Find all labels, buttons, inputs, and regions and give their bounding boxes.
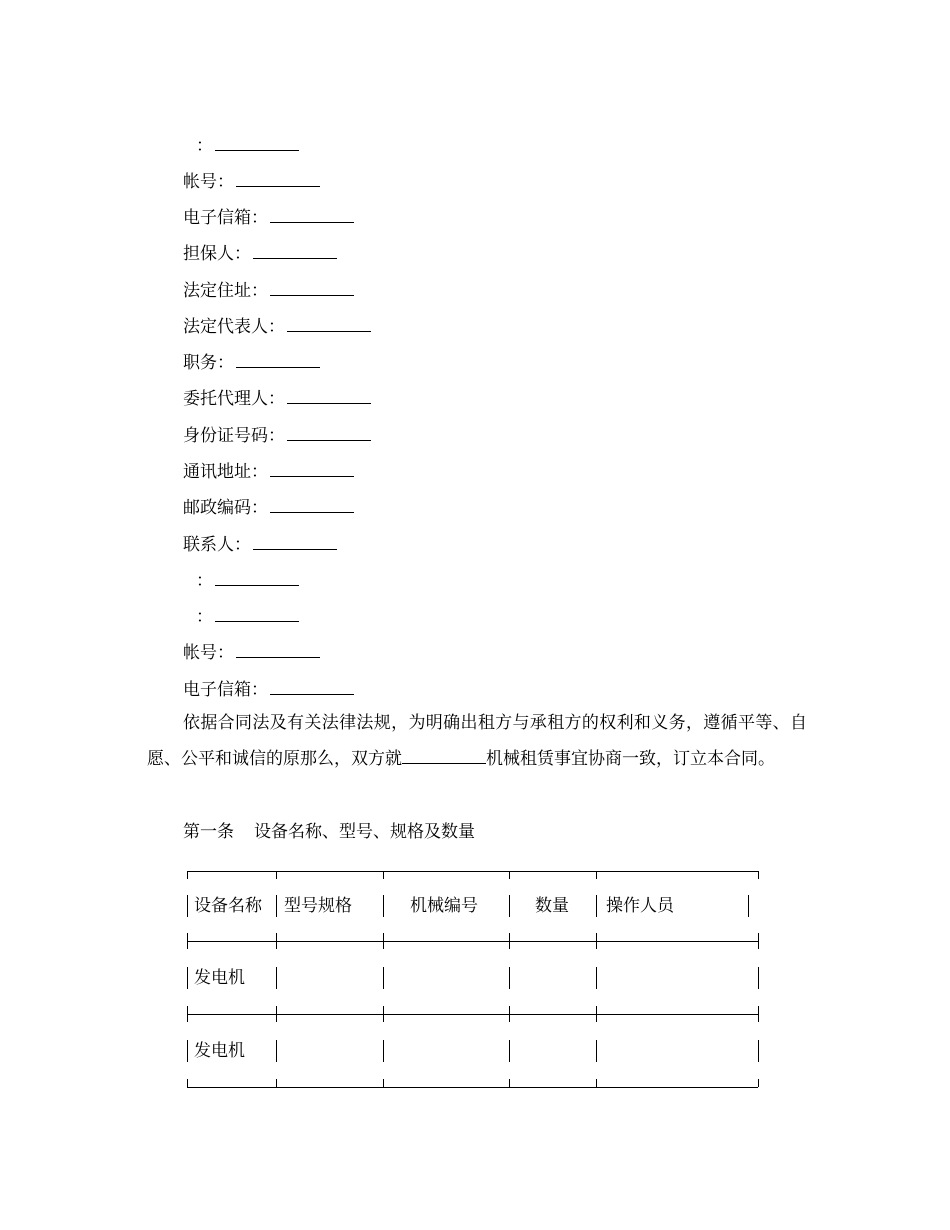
table-junction <box>276 933 277 949</box>
field-blank[interactable] <box>287 316 371 332</box>
intro-paragraph <box>147 705 807 777</box>
table-cell: 发电机 <box>194 968 245 988</box>
table-rule-row <box>187 1014 758 1015</box>
field-line <box>183 642 320 663</box>
table-divider <box>509 895 510 917</box>
table-corner <box>187 933 188 949</box>
table-junction <box>276 1006 277 1022</box>
table-corner <box>758 933 759 949</box>
table-divider <box>276 1040 277 1062</box>
field-line <box>183 497 354 518</box>
field-line <box>196 135 299 156</box>
field-label: ： <box>196 607 213 627</box>
field-blank[interactable] <box>287 425 371 441</box>
table-junction <box>509 1079 510 1087</box>
table-rule-top <box>187 871 758 872</box>
table-junction <box>596 871 597 879</box>
table-junction <box>596 1006 597 1022</box>
field-line <box>196 606 299 627</box>
field-label: 电子信箱： <box>183 208 268 228</box>
table-header-cell: 设备名称 <box>194 896 262 916</box>
field-line <box>183 461 354 482</box>
field-line <box>183 316 371 337</box>
field-label: 法定住址： <box>183 281 268 301</box>
table-rule-bottom <box>187 1087 758 1088</box>
field-line <box>196 570 299 591</box>
field-label: 法定代表人： <box>183 317 285 337</box>
table-divider <box>187 895 188 917</box>
field-blank[interactable] <box>253 243 337 259</box>
field-line <box>183 425 371 446</box>
field-blank[interactable] <box>270 280 354 296</box>
table-divider <box>383 895 384 917</box>
article-heading <box>183 822 475 842</box>
table-header-cell: 机械编号 <box>410 896 478 916</box>
field-label: 担保人： <box>183 244 251 264</box>
table-divider <box>758 967 759 989</box>
field-label: 职务： <box>183 353 234 373</box>
table-divider <box>276 895 277 917</box>
table-divider <box>748 895 749 917</box>
field-line <box>183 280 354 301</box>
equipment-table <box>187 871 758 1087</box>
field-label: 电子信箱： <box>183 680 268 700</box>
field-line <box>183 207 354 228</box>
field-blank[interactable] <box>215 570 299 586</box>
table-divider <box>596 895 597 917</box>
table-divider <box>187 967 188 989</box>
field-line <box>183 534 337 555</box>
field-line <box>183 243 337 264</box>
table-divider <box>509 967 510 989</box>
table-header-cell: 型号规格 <box>284 896 352 916</box>
field-line <box>183 171 320 192</box>
table-junction <box>383 1079 384 1087</box>
table-header-cell: 操作人员 <box>606 896 674 916</box>
field-blank[interactable] <box>215 606 299 622</box>
field-label: 委托代理人： <box>183 389 285 409</box>
table-junction <box>596 1079 597 1087</box>
field-blank[interactable] <box>236 642 320 658</box>
field-line <box>183 352 320 373</box>
field-blank[interactable] <box>270 207 354 223</box>
machine-name-blank[interactable] <box>402 748 486 764</box>
table-junction <box>276 871 277 879</box>
table-corner <box>758 1079 759 1087</box>
table-junction <box>509 871 510 879</box>
table-corner <box>758 1006 759 1022</box>
field-blank[interactable] <box>270 679 354 695</box>
table-divider <box>276 967 277 989</box>
table-divider <box>596 967 597 989</box>
table-corner <box>758 871 759 879</box>
field-label: 通讯地址： <box>183 462 268 482</box>
field-label: ： <box>196 571 213 591</box>
field-blank[interactable] <box>253 534 337 550</box>
article-title: 设备名称、型号、规格及数量 <box>254 822 475 842</box>
table-divider <box>187 1040 188 1062</box>
table-divider <box>383 967 384 989</box>
table-header-cell: 数量 <box>535 896 569 916</box>
table-divider <box>596 1040 597 1062</box>
field-label: 邮政编码： <box>183 498 268 518</box>
table-junction <box>383 933 384 949</box>
intro-text-part2: 机械租赁事宜协商一致，订立本合同。 <box>486 749 775 769</box>
table-junction <box>383 871 384 879</box>
field-label: 帐号： <box>183 172 234 192</box>
field-label: ： <box>196 136 213 156</box>
table-junction <box>276 1079 277 1087</box>
intro-text-part1: 依据合同法及有关法律法规，为明确出租方与承租方的权利和义务，遵循平等、自愿、公平和诚信的原那么，双方就 <box>147 713 807 769</box>
table-junction <box>383 1006 384 1022</box>
table-cell: 发电机 <box>194 1041 245 1061</box>
field-line <box>183 388 371 409</box>
field-label: 联系人： <box>183 535 251 555</box>
field-label: 身份证号码： <box>183 426 285 446</box>
table-junction <box>596 933 597 949</box>
field-blank[interactable] <box>287 388 371 404</box>
table-rule-header <box>187 941 758 942</box>
table-corner <box>187 871 188 879</box>
table-junction <box>509 933 510 949</box>
field-blank[interactable] <box>215 135 299 151</box>
table-corner <box>187 1006 188 1022</box>
table-divider <box>383 1040 384 1062</box>
field-blank[interactable] <box>236 171 320 187</box>
table-divider <box>509 1040 510 1062</box>
table-junction <box>509 1006 510 1022</box>
table-corner <box>187 1079 188 1087</box>
table-divider <box>758 1040 759 1062</box>
field-label: 帐号： <box>183 643 234 663</box>
field-blank[interactable] <box>270 497 354 513</box>
field-blank[interactable] <box>270 461 354 477</box>
field-line <box>183 679 354 700</box>
article-number: 第一条 <box>183 822 234 842</box>
field-blank[interactable] <box>236 352 320 368</box>
